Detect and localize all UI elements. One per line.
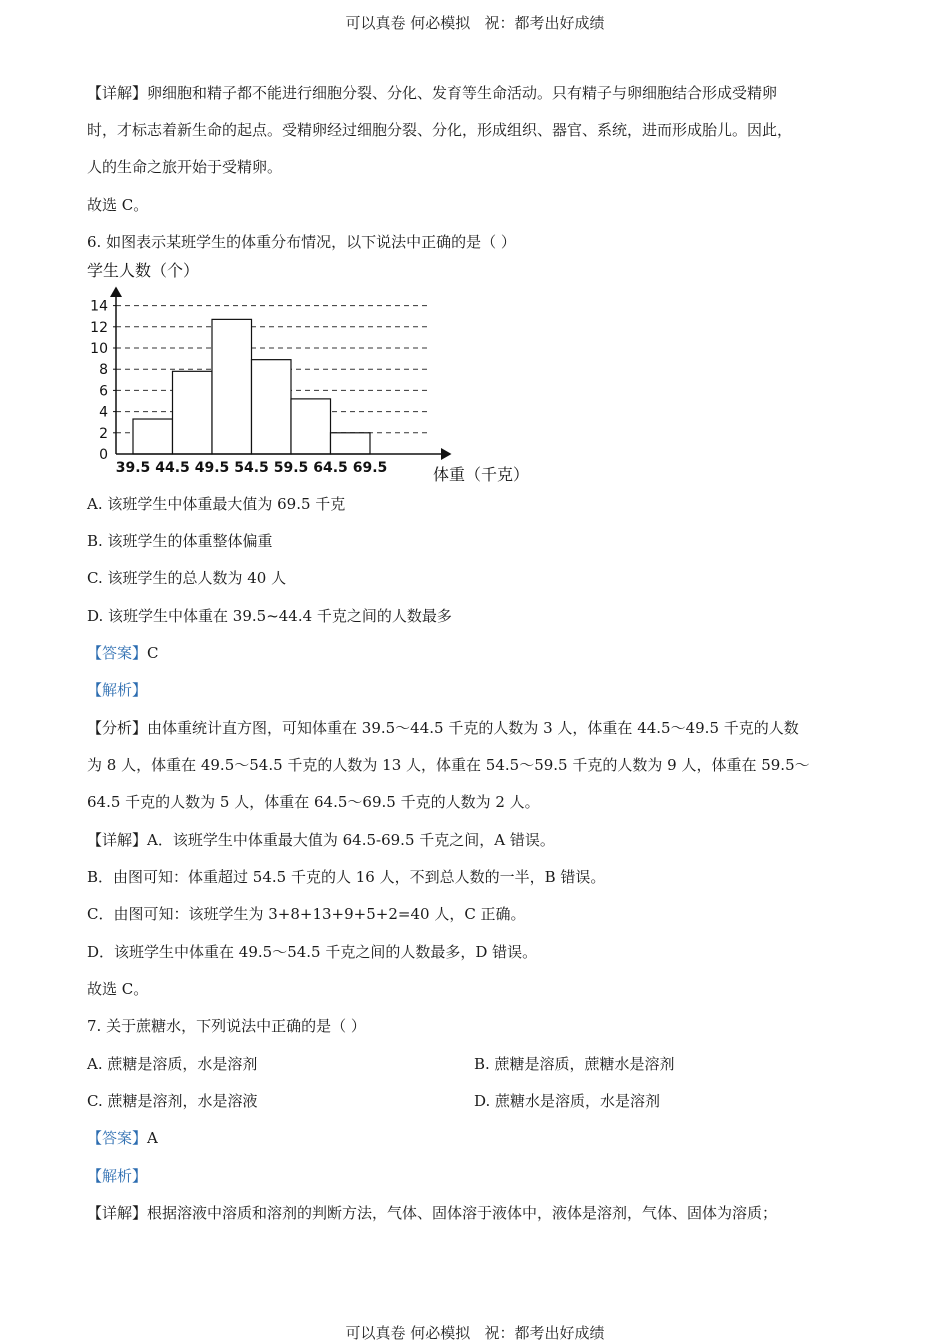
q7-detail-line1: 【详解】根据溶液中溶质和溶剂的判断方法，气体、固体溶于液体中，液体是溶剂，气体、固体为溶质； xyxy=(87,1204,778,1222)
q6-option-d: D. 该班学生中体重在 39.5~44.4 千克之间的人数最多 xyxy=(87,607,452,625)
x-tick-label: 69.5 xyxy=(352,460,388,476)
q5-detail-line3: 人的生命之旅开始于受精卵。 xyxy=(87,158,283,176)
q6-option-c: C. 该班学生的总人数为 40 人 xyxy=(87,569,287,587)
detail-tag: 【详解】 xyxy=(87,1204,148,1222)
q5-detail-line1: 【详解】卵细胞和精子都不能进行细胞分裂、分化、发育等生命活动。只有精子与卵细胞结合形成受精卵 xyxy=(87,84,778,102)
x-axis-label: 体重（千克） xyxy=(433,465,530,484)
q6-stem: 6. 如图表示某班学生的体重分布情况，以下说法中正确的是（ ） xyxy=(87,233,516,251)
y-tick-label: 12 xyxy=(90,319,108,336)
q6-choose: 故选 C。 xyxy=(87,980,149,998)
q6-detail-a: 【详解】A．该班学生中体重最大值为 64.5-69.5 千克之间，A 错误。 xyxy=(87,831,555,849)
histogram-bar xyxy=(173,371,213,454)
fenxi-tag: 【分析】 xyxy=(87,719,148,737)
x-tick-label: 44.5 xyxy=(155,460,190,476)
x-tick-label: 49.5 xyxy=(194,460,230,476)
page-header: 可以真卷 何必模拟 祝：都考出好成绩 xyxy=(345,14,605,32)
x-tick-label: 59.5 xyxy=(273,460,309,476)
y-tick-label: 4 xyxy=(99,404,108,421)
histogram-bar xyxy=(331,433,371,454)
q6-analysis-tag: 【解析】 xyxy=(87,681,148,699)
y-tick-label: 10 xyxy=(90,341,108,357)
q6-detail-d: D．该班学生中体重在 49.5～54.5 千克之间的人数最多，D 错误。 xyxy=(87,943,538,961)
weight-histogram xyxy=(85,258,545,490)
x-tick-label: 39.5 xyxy=(115,460,151,476)
q7-option-a: A. 蔗糖是溶质，水是溶剂 xyxy=(87,1055,258,1073)
q7-stem: 7. 关于蔗糖水，下列说法中正确的是（ ） xyxy=(87,1017,366,1035)
histogram-bar xyxy=(252,360,292,454)
y-tick-label: 6 xyxy=(99,383,108,400)
q7-answer: 【答案】A xyxy=(87,1129,158,1147)
q6-option-a: A. 该班学生中体重最大值为 69.5 千克 xyxy=(87,495,346,513)
q6-fenxi-line2: 为 8 人，体重在 49.5～54.5 千克的人数为 13 人，体重在 54.5～59.5 千克的人数为 9 人，体重在 59.5～ xyxy=(87,756,810,774)
y-axis-label: 学生人数（个） xyxy=(87,261,200,280)
q6-option-b: B. 该班学生的体重整体偏重 xyxy=(87,532,273,550)
q7-option-c: C. 蔗糖是溶剂，水是溶液 xyxy=(87,1092,258,1110)
histogram-bar xyxy=(212,319,252,454)
answer-tag: 【答案】 xyxy=(87,1129,148,1147)
y-tick-label: 0 xyxy=(99,447,108,463)
answer-tag: 【答案】 xyxy=(87,644,148,662)
q7-option-b: B. 蔗糖是溶质，蔗糖水是溶剂 xyxy=(474,1055,675,1073)
x-tick-label: 64.5 xyxy=(313,460,348,476)
q6-fenxi-line3: 64.5 千克的人数为 5 人，体重在 64.5～69.5 千克的人数为 2 人。 xyxy=(87,793,540,811)
page-footer: 可以真卷 何必模拟 祝：都考出好成绩 xyxy=(345,1324,605,1342)
y-tick-label: 14 xyxy=(90,298,108,315)
q5-choose: 故选 C。 xyxy=(87,196,149,214)
histogram-bar xyxy=(291,399,331,454)
q5-detail-line2: 时，才标志着新生命的起点。受精卵经过细胞分裂、分化，形成组织、器官、系统，进而形成胎儿。因此， xyxy=(87,121,793,139)
q6-detail-b: B．由图可知：体重超过 54.5 千克的人 16 人，不到总人数的一半，B 错误。 xyxy=(87,868,606,886)
y-tick-label: 8 xyxy=(99,362,108,379)
y-tick-label: 2 xyxy=(99,425,108,442)
q6-answer: 【答案】C xyxy=(87,644,159,662)
x-tick-label: 54.5 xyxy=(234,460,269,476)
detail-tag: 【详解】 xyxy=(87,831,148,849)
q6-fenxi-line1: 【分析】由体重统计直方图，可知体重在 39.5～44.5 千克的人数为 3 人，体重在 44.5～49.5 千克的人数 xyxy=(87,719,799,737)
histogram-bar xyxy=(133,419,173,454)
q6-detail-c: C．由图可知：该班学生为 3+8+13+9+5+2=40 人，C 正确。 xyxy=(87,905,526,923)
detail-tag: 【详解】 xyxy=(87,84,148,102)
q7-analysis-tag: 【解析】 xyxy=(87,1167,148,1185)
q7-option-d: D. 蔗糖水是溶质，水是溶剂 xyxy=(474,1092,661,1110)
